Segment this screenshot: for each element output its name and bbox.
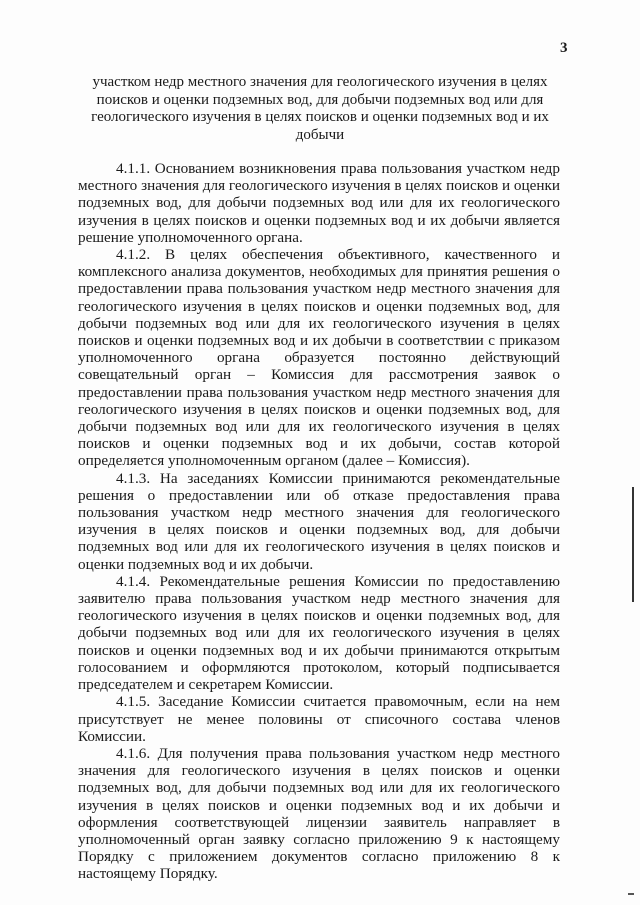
scan-corner-mark	[628, 893, 634, 895]
paragraph-4-1-3: 4.1.3. На заседаниях Комиссии принимаются рекомендательные решения о предоставлении или об отказе предоставления права пользования участком недр местного значения для геологического изучения в целях поисков и оценки подземных вод, для добычи подземных вод или для их геологического изучения в целях поисков и оценки подземных вод и их добычи.	[78, 469, 560, 573]
page-number: 3	[560, 40, 568, 56]
paragraph-4-1-2: 4.1.2. В целях обеспечения объективного, качественного и комплексного анализа документов, необходимых для принятия решения о предоставлении права пользования участком недр местного значения для геологического изучения в целях поисков и оценки подземных вод, для добычи подземных вод или для их геологического изучения в целях поисков и оценки подземных вод и их добычи в соответствии с приказом уполномоченного органа образуется постоянно действующий совещательный орган – Комиссия для рассмотрения заявок о предоставлении права пользования участком недр местного значения для геологического изучения в целях поисков и оценки подземных вод, для добычи подземных вод или для их геологического изучения в целях поисков и оценки подземных вод и их добычи, состав которой определяется уполномоченным органом (далее – Комиссия).	[78, 246, 560, 470]
paragraph-4-1-1: 4.1.1. Основанием возникновения права пользования участком недр местного значения для геологического изучения в целях поисков и оценки подземных вод, для добычи подземных вод или для их геологического изучения в целях поисков и оценки подземных вод и их добычи является решение уполномоченного органа.	[78, 160, 560, 246]
paragraph-4-1-5: 4.1.5. Заседание Комиссии считается правомочным, если на нем присутствует не менее половины от списочного состава членов Комиссии.	[78, 693, 560, 745]
paragraph-4-1-4: 4.1.4. Рекомендательные решения Комиссии по предоставлению заявителю права пользования участком недр местного значения для геологического изучения в целях поисков и оценки подземных вод, для добычи подземных вод или для их геологического изучения в целях поисков и оценки подземных вод и их добычи принимаются открытым голосованием и оформляются протоколом, который подписывается председателем и секретарем Комиссии.	[78, 572, 560, 694]
section-heading: участком недр местного значения для геологического изучения в целях поисков и оценки подземных вод, для добычи подземных вод или для геологического изучения в целях поисков и оценки подземных вод и их добычи	[91, 74, 549, 143]
document-body	[78, 160, 560, 883]
paragraph-4-1-6: 4.1.6. Для получения права пользования участком недр местного значения для геологического изучения в целях поисков и оценки подземных вод, для добычи подземных вод или для их геологического изучения в целях поисков и оценки подземных вод и их добычи и оформления соответствующей лицензии заявитель направляет в уполномоченный орган заявку согласно приложению 9 к настоящему Порядку с приложением документов согласно приложению 8 к настоящему Порядку.	[78, 744, 560, 883]
scan-edge-mark	[632, 487, 634, 602]
